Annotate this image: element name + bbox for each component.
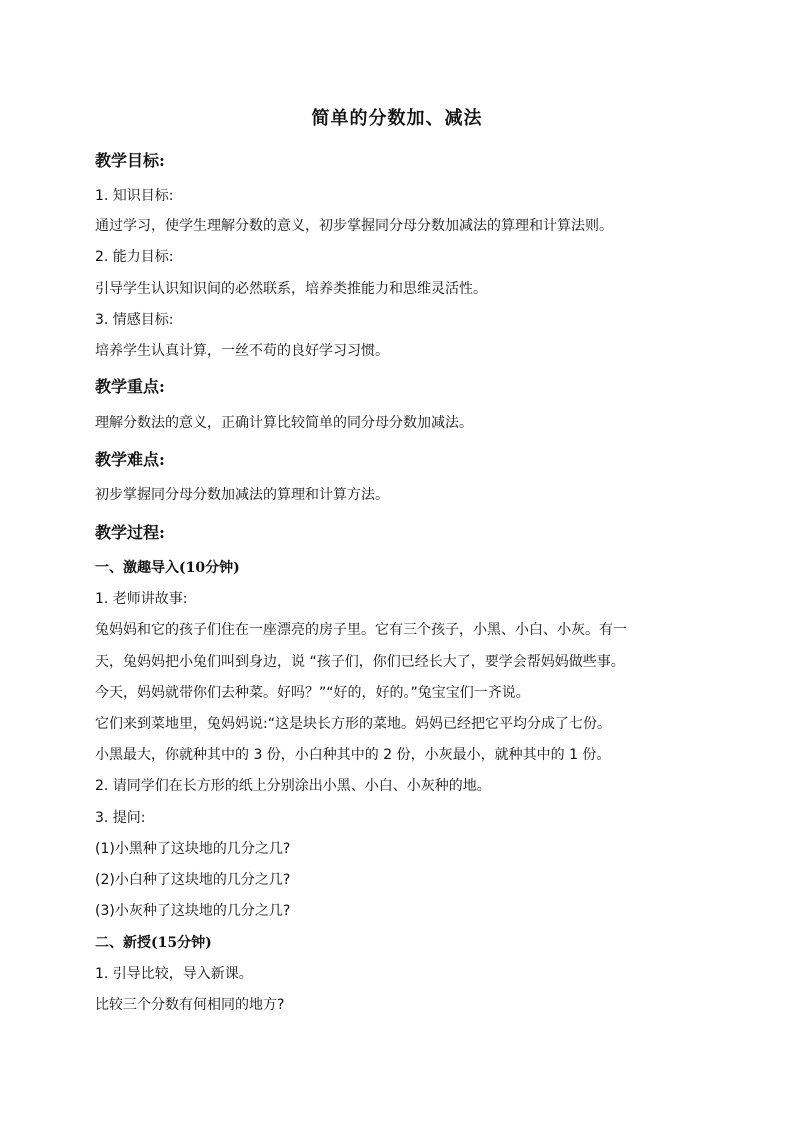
objective-3-label: 3. 情感目标: [95, 312, 174, 328]
story-line-3: 今天，妈妈就带你们去种菜。好吗？”“好的，好的。”兔宝宝们一齐说。 [95, 685, 530, 701]
objectives-heading: 教学目标: [95, 151, 165, 170]
story-line-4: 它们来到菜地里，兔妈妈说:“这是块长方形的菜地。妈妈已经把它平均分成了七份。 [95, 716, 611, 732]
part-2-text-1: 比较三个分数有何相同的地方? [95, 997, 285, 1013]
process-heading: 教学过程: [95, 523, 165, 542]
part-1-item-3: 3. 提问: [95, 810, 146, 826]
part-1-item-2: 2. 请同学们在长方形的纸上分别涂出小黑、小白、小灰种的地。 [95, 778, 491, 794]
objective-2-label: 2. 能力目标: [95, 249, 174, 265]
story-line-2: 天，兔妈妈把小兔们叫到身边，说 “孩子们，你们已经长大了，要学会帮妈妈做些事。 [95, 654, 625, 670]
objective-2-text: 引导学生认识知识间的必然联系，培养类推能力和思维灵活性。 [95, 281, 487, 297]
key-points-text: 理解分数法的意义，正确计算比较简单的同分母分数加减法。 [95, 415, 473, 431]
objective-3-text: 培养学生认真计算，一丝不苟的良好学习习惯。 [95, 343, 389, 359]
question-1: (1)小黑种了这块地的几分之几? [95, 841, 291, 857]
part-1-heading: 一、激趣导入(10分钟) [95, 560, 240, 576]
question-3: (3)小灰种了这块地的几分之几? [95, 903, 291, 919]
part-1-item-1: 1. 老师讲故事: [95, 591, 188, 607]
question-2: (2)小白种了这块地的几分之几? [95, 872, 291, 888]
difficulty-heading: 教学难点: [95, 450, 165, 469]
objective-1-label: 1. 知识目标: [95, 188, 174, 204]
document-title: 简单的分数加、减法 [311, 108, 483, 129]
objective-1-text: 通过学习，使学生理解分数的意义，初步掌握同分母分数加减法的算理和计算法则。 [95, 218, 613, 234]
part-2-item-1: 1. 引导比较，导入新课。 [95, 966, 253, 982]
story-line-1: 兔妈妈和它的孩子们住在一座漂亮的房子里。它有三个孩子，小黑、小白、小灰。有一 [95, 622, 627, 638]
key-points-heading: 教学重点: [95, 377, 165, 396]
story-line-5: 小黑最大，你就种其中的 3 份，小白种其中的 2 份，小灰最小，就种其中的 1 份。 [95, 747, 611, 763]
difficulty-text: 初步掌握同分母分数加减法的算理和计算方法。 [95, 487, 389, 503]
part-2-heading: 二、新授(15分钟) [95, 935, 212, 951]
